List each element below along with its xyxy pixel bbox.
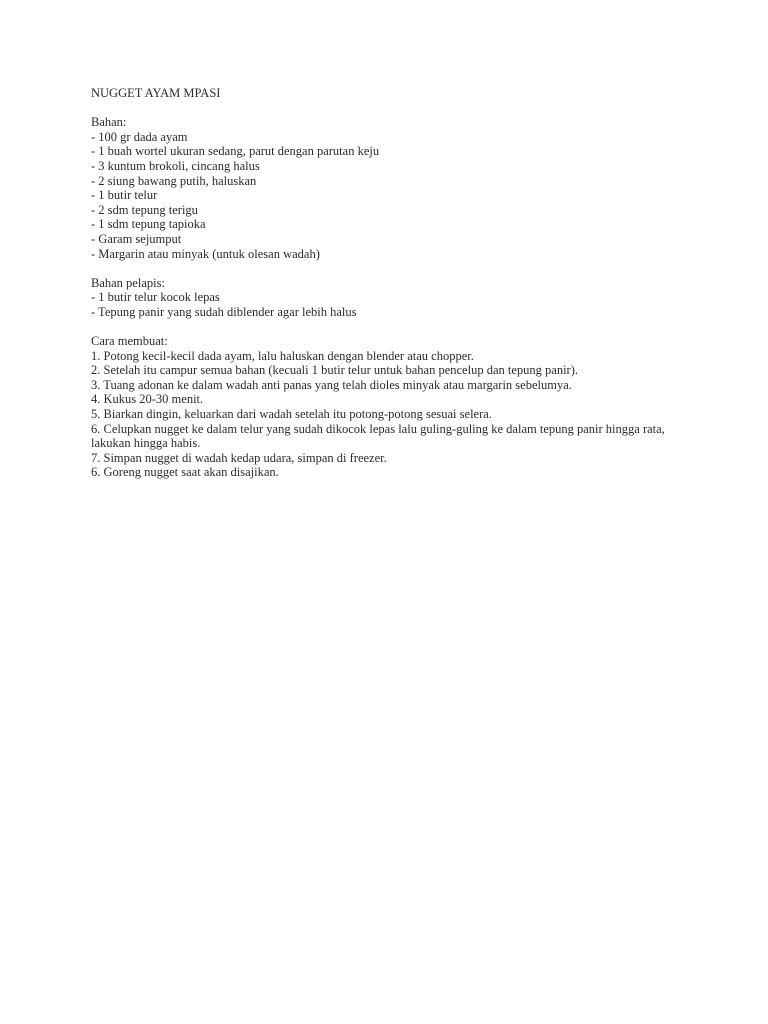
coating-item: - Tepung panir yang sudah diblender agar lebih halus <box>91 304 357 319</box>
method-step: 2. Setelah itu campur semua bahan (kecuali 1 butir telur untuk bahan pencelup dan tepung panir). <box>91 363 578 378</box>
method-step: 6. Celupkan nugget ke dalam telur yang sudah dikocok lepas lalu guling-guling ke dalam tepung panir hingga rata, lakukan hingga habis. <box>91 421 665 451</box>
ingredient-item: - 2 sdm tepung terigu <box>91 202 198 217</box>
method-step: 1. Potong kecil-kecil dada ayam, lalu haluskan dengan blender atau chopper. <box>91 348 474 363</box>
method-step: 7. Simpan nugget di wadah kedap udara, simpan di freezer. <box>91 450 387 465</box>
ingredient-item: - Margarin atau minyak (untuk olesan wadah) <box>91 246 320 261</box>
spacer <box>91 320 691 335</box>
recipe-content <box>91 86 691 480</box>
ingredient-item: - 100 gr dada ayam <box>91 129 188 144</box>
ingredient-item: - 1 butir telur <box>91 188 158 203</box>
ingredient-item: - 3 kuntum brokoli, cincang halus <box>91 158 260 173</box>
recipe-title: NUGGET AYAM MPASI <box>91 86 221 100</box>
method-step: 5. Biarkan dingin, keluarkan dari wadah setelah itu potong-potong sesuai selera. <box>91 407 492 422</box>
ingredients-heading: Bahan: <box>91 115 127 130</box>
method-heading: Cara membuat: <box>91 334 168 349</box>
method-step: 3. Tuang adonan ke dalam wadah anti panas yang telah dioles minyak atau margarin sebelumya. <box>91 377 572 392</box>
ingredient-item: - 1 sdm tepung tapioka <box>91 217 206 232</box>
ingredient-item: - 2 siung bawang putih, haluskan <box>91 173 257 188</box>
coating-item: - 1 butir telur kocok lepas <box>91 290 220 305</box>
method-step: 4. Kukus 20-30 menit. <box>91 392 204 407</box>
coating-heading: Bahan pelapis: <box>91 275 165 290</box>
ingredient-item: - 1 buah wortel ukuran sedang, parut dengan parutan keju <box>91 144 380 159</box>
ingredient-item: - Garam sejumput <box>91 231 182 246</box>
method-step: 6. Goreng nugget saat akan disajikan. <box>91 465 279 480</box>
spacer <box>91 261 691 276</box>
spacer <box>91 101 691 116</box>
